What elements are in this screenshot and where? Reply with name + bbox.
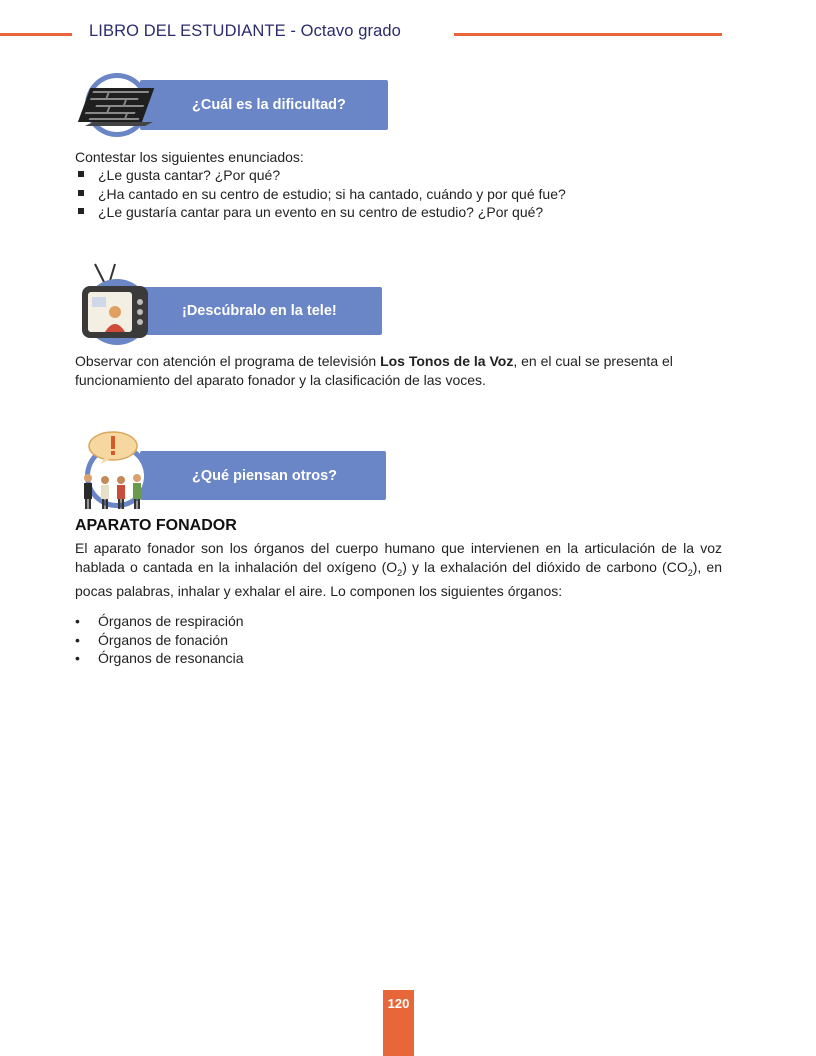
question-item: ¿Le gusta cantar? ¿Por qué? [75, 166, 725, 185]
header-line-left [0, 33, 72, 36]
aparato-paragraph: El aparato fonador son los órganos del cuerpo humano que intervienen en la articulación de la voz hablada o cantada en la inhalación del oxígeno $(O_2)$ y la exhalación del dióxido de carbono $(CO_2)$, en pocas palabras, inhalar y exhalar el aire. Lo componen los siguientes órganos: [75, 540, 723, 599]
people-thinking-icon [75, 428, 155, 513]
header-line-right [454, 33, 722, 36]
banner-tele-bar [140, 287, 382, 335]
banner-otros-label: ¿Qué piensan otros? [192, 467, 338, 484]
tv-icon [75, 262, 155, 346]
banner-tele [75, 262, 395, 346]
banner-dificultad-bar [140, 80, 388, 130]
tele-paragraph: Observar con atención el programa de televisión Los Tonos de la Voz, en el cual se presenta el funcionamiento del aparato fonador y la clasificación de las voces. [75, 353, 673, 388]
organ-item: • Órganos de fonación [75, 631, 228, 648]
header-title: LIBRO DEL ESTUDIANTE - Octavo grado [89, 22, 401, 40]
banner-tele-label: ¡Descúbralo en la tele! [182, 303, 337, 319]
banner-dificultad-label: ¿Cuál es la dificultad? [192, 97, 346, 113]
program-title: Los Tonos de la Voz [380, 353, 514, 369]
section-heading: APARATO FONADOR [75, 517, 237, 534]
question-item: ¿Le gustaría cantar para un evento en su centro de estudio? ¿Por qué? [75, 203, 725, 222]
question-item: ¿Ha cantado en su centro de estudio; si ha cantado, cuándo y por qué fue? [75, 185, 725, 204]
banner-otros [75, 428, 395, 513]
dificultad-intro: Contestar los siguientes enunciados: [75, 149, 304, 165]
banner-dificultad [75, 70, 395, 140]
organ-item: • Órganos de respiración [75, 613, 244, 629]
maze-icon [75, 70, 165, 140]
banner-otros-bar [140, 451, 386, 500]
organs-list [75, 612, 475, 668]
dificultad-questions [75, 166, 725, 222]
organ-item: • Órganos de resonancia [75, 650, 244, 666]
page-number: 120 [387, 996, 410, 1011]
